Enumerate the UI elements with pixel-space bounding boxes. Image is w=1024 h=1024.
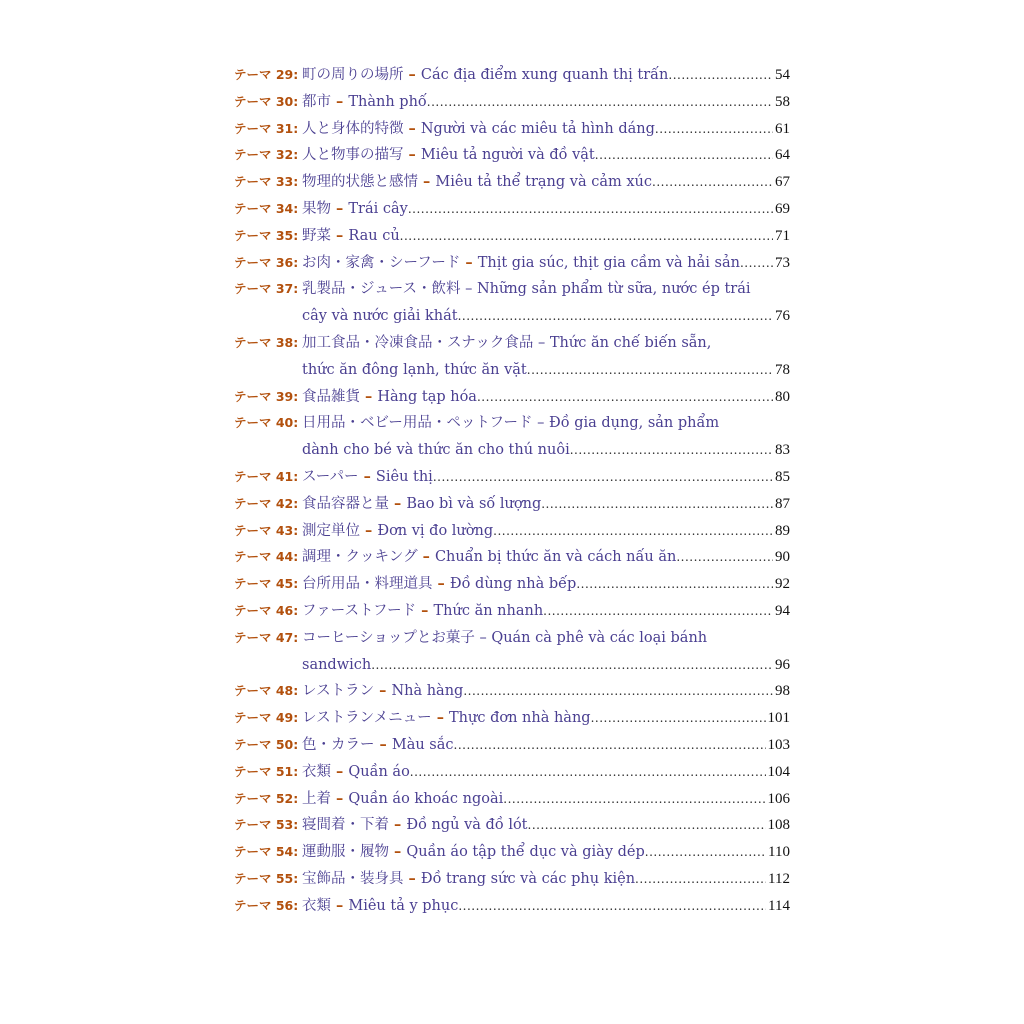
toc-entry[interactable]: [234, 384, 790, 411]
toc-entry-separator: –: [389, 494, 407, 512]
toc-entry-separator: –: [431, 709, 449, 727]
toc-entry-separator: –: [474, 629, 492, 646]
toc-entry-row: [302, 223, 790, 250]
toc-entry-vietnamese-title: Thành phố: [348, 93, 427, 110]
toc-entry-japanese-title: 人と身体的特徴: [302, 120, 404, 137]
toc-entry-japanese-title: 果物: [302, 200, 331, 217]
toc-entry-label: テーマ 54:: [234, 844, 299, 860]
toc-entry-page-number: 87: [775, 495, 790, 512]
toc-entry-body: [302, 786, 790, 813]
toc-entry[interactable]: [234, 250, 790, 277]
toc-entry-label: テーマ 41:: [234, 468, 299, 484]
toc-entry-title: [302, 62, 668, 89]
toc-entry-row: [302, 678, 790, 705]
toc-entry-title: [302, 732, 454, 759]
toc-entry-page-number: 103: [767, 736, 790, 753]
toc-entry-title: [302, 893, 458, 920]
toc-entry-leader-dots: [527, 357, 773, 384]
toc-entry[interactable]: [234, 89, 790, 116]
toc-entry-title: [302, 705, 591, 732]
toc-entry-body: [302, 518, 790, 545]
toc-entry-page-number: 67: [775, 174, 790, 191]
toc-entry-vietnamese-title: Thức ăn chế biến sẵn,: [549, 334, 712, 351]
toc-entry-japanese-title: 物理的状態と感情: [302, 174, 418, 191]
toc-entry-japanese-title: 加工食品・冷凍食品・スナック食品: [302, 334, 534, 351]
toc-entry-label: テーマ 48:: [234, 683, 299, 699]
toc-entry-row: [302, 598, 790, 625]
toc-entry-page-number: 76: [775, 308, 790, 325]
toc-entry-separator: –: [331, 226, 349, 244]
toc-entry[interactable]: [234, 196, 790, 223]
toc-entry-vietnamese-title: Những sản phẩm từ sữa, nước ép trái: [476, 281, 751, 298]
toc-entry-vietnamese-title: Miêu tả người và đồ vật: [420, 147, 595, 164]
toc-entry-label: テーマ 38:: [234, 334, 299, 350]
toc-entry-title: [302, 223, 400, 250]
toc-entry-leader-dots: [408, 196, 773, 223]
toc-entry-separator: –: [331, 199, 349, 217]
toc-entry-body: [302, 893, 790, 920]
toc-entry[interactable]: [234, 276, 790, 330]
toc-entry-body: [302, 812, 790, 839]
toc-entry-vietnamese-title: Bao bì và số lượng: [406, 495, 542, 512]
toc-entry-separator: –: [358, 467, 376, 485]
toc-entry[interactable]: [234, 169, 790, 196]
toc-entry-leader-dots: [493, 518, 773, 545]
toc-entry-row: [302, 116, 790, 143]
toc-entry-leader-dots: [503, 786, 765, 813]
toc-entry-separator: –: [460, 281, 477, 298]
toc-entry-title: [302, 384, 477, 411]
toc-entry-page-number: 112: [768, 870, 790, 887]
toc-entry-row: [302, 893, 790, 920]
toc-entry-vietnamese-title: Thịt gia súc, thịt gia cầm và hải sản: [477, 254, 740, 271]
toc-entry[interactable]: [234, 142, 790, 169]
toc-entry-separator: –: [403, 869, 421, 887]
toc-entry-row: [302, 62, 790, 89]
toc-entry-japanese-title: 人と物事の描写: [302, 147, 404, 164]
toc-entry-title: [302, 759, 410, 786]
toc-entry[interactable]: [234, 705, 790, 732]
toc-entry-title: [302, 571, 576, 598]
toc-entry-page-number: 92: [775, 576, 790, 593]
toc-entry[interactable]: [234, 598, 790, 625]
toc-entry-label: テーマ 36:: [234, 254, 299, 270]
toc-entry-japanese-title: 衣類: [302, 897, 331, 914]
toc-entry-japanese-title: レストラン: [302, 683, 375, 700]
toc-entry[interactable]: [234, 223, 790, 250]
toc-entry-vietnamese-title: Thức ăn nhanh: [433, 602, 544, 619]
toc-entry-row: [302, 759, 790, 786]
toc-entry-row: [302, 571, 790, 598]
toc-entry-separator: –: [331, 896, 349, 914]
toc-entry-leader-dots: [400, 223, 773, 250]
toc-entry-label: テーマ 40:: [234, 415, 299, 431]
toc-entry-row: [302, 491, 790, 518]
toc-entry-japanese-title: 乳製品・ジュース・飲料: [302, 281, 461, 298]
toc-entry-separator: –: [460, 253, 478, 271]
toc-entry-vietnamese-title: Màu sắc: [391, 736, 454, 753]
toc-entry-title-line: [302, 330, 790, 357]
toc-entry-vietnamese-title: Siêu thị: [375, 468, 433, 485]
toc-entry-separator: –: [331, 789, 349, 807]
toc-entry-page-number: 78: [775, 361, 790, 378]
toc-entry-page-number: 80: [775, 388, 790, 405]
toc-entry-continuation-row: [302, 652, 790, 679]
toc-entry-separator: –: [331, 92, 349, 110]
toc-entry-japanese-title: 宝飾品・装身具: [302, 870, 404, 887]
toc-entry-japanese-title: ファーストフード: [302, 602, 417, 619]
toc-entry[interactable]: [234, 812, 790, 839]
toc-entry-row: [302, 866, 790, 893]
toc-entry-leader-dots: [458, 303, 773, 330]
toc-entry-body: [302, 223, 790, 250]
toc-entry-vietnamese-title: Quần áo tập thể dục và giày dép: [406, 844, 645, 861]
toc-entry-body: [302, 330, 790, 384]
toc-entry-label: テーマ 56:: [234, 897, 299, 913]
toc-entry-title: [302, 464, 433, 491]
toc-entry-body: [302, 598, 790, 625]
toc-entry[interactable]: [234, 410, 790, 464]
toc-entry-leader-dots: [570, 437, 773, 464]
toc-entry[interactable]: [234, 866, 790, 893]
toc-entry-body: [302, 866, 790, 893]
toc-entry-title: [302, 89, 427, 116]
toc-entry-page-number: 71: [775, 227, 790, 244]
toc-entry-japanese-title: 色・カラー: [302, 736, 375, 753]
toc-entry[interactable]: [234, 625, 790, 679]
toc-entry-label: テーマ 37:: [234, 281, 299, 297]
toc-entry-vietnamese-title: Quần áo khoác ngoài: [348, 790, 504, 807]
toc-entry-page-number: 96: [775, 656, 790, 673]
toc-entry-label: テーマ 30:: [234, 93, 299, 109]
toc-entry-label: テーマ 47:: [234, 629, 299, 645]
toc-entry[interactable]: [234, 678, 790, 705]
toc-entry-title: [302, 169, 652, 196]
toc-entry-title: [302, 812, 528, 839]
toc-entry-japanese-title: 調理・クッキング: [302, 549, 418, 566]
toc-entry-label: テーマ 44:: [234, 549, 299, 565]
toc-entry-title: [302, 142, 595, 169]
toc-entry-vietnamese-title: Quán cà phê và các loại bánh: [491, 629, 708, 646]
toc-entry-row: [302, 732, 790, 759]
toc-entry-title: [302, 544, 676, 571]
toc-entry-page-number: 69: [775, 200, 790, 217]
toc-entry-leader-dots: [655, 116, 773, 143]
toc-entry[interactable]: [234, 491, 790, 518]
toc-entry-title: [302, 678, 463, 705]
toc-entry-vietnamese-title: Đồ dùng nhà bếp: [449, 576, 577, 593]
toc-entry-japanese-title: 日用品・ベビー用品・ペットフード: [302, 415, 533, 432]
toc-entry-continuation-row: [302, 437, 790, 464]
toc-entry-leader-dots: [528, 812, 766, 839]
toc-entry-label: テーマ 32:: [234, 147, 299, 163]
toc-entry-body: [302, 196, 790, 223]
toc-entry-label: テーマ 51:: [234, 763, 299, 779]
toc-entry-title: [302, 196, 408, 223]
toc-entry-vietnamese-title: Đồ gia dụng, sản phẩm: [549, 415, 720, 432]
toc-entry-leader-dots: [454, 732, 766, 759]
toc-entry-row: [302, 705, 790, 732]
toc-entry-title: [302, 839, 645, 866]
toc-entry-separator: –: [331, 762, 349, 780]
toc-entry-body: [302, 544, 790, 571]
toc-entry-page-number: 64: [775, 147, 790, 164]
toc-entry-vietnamese-title: Miêu tả thể trạng và cảm xúc: [435, 174, 652, 191]
toc-entry-japanese-title: お肉・家禽・シーフード: [302, 254, 461, 271]
toc-entry-vietnamese-title: Hàng tạp hóa: [377, 388, 477, 405]
toc-entry-vietnamese-title: Đồ trang sức và các phụ kiện: [420, 870, 636, 887]
toc-entry-vietnamese-title: Nhà hàng: [391, 683, 464, 700]
toc-entry-japanese-title: 衣類: [302, 763, 331, 780]
toc-entry-row: [302, 812, 790, 839]
toc-entry-japanese-title: 寝間着・下着: [302, 817, 389, 834]
toc-entry-row: [302, 142, 790, 169]
toc-entry-leader-dots: [635, 866, 766, 893]
toc-entry-separator: –: [389, 843, 407, 861]
toc-entry-title: [302, 866, 635, 893]
toc-entry-body: [302, 491, 790, 518]
toc-entry-leader-dots: [668, 62, 773, 89]
toc-entry-japanese-title: スーパー: [302, 468, 359, 485]
toc-entry-row: [302, 464, 790, 491]
toc-entry-leader-dots: [463, 678, 773, 705]
toc-entry-title: [302, 250, 740, 277]
toc-entry-title: [302, 491, 541, 518]
toc-entry-label: テーマ 42:: [234, 495, 299, 511]
toc-entry-leader-dots: [543, 598, 773, 625]
toc-entry-body: [302, 732, 790, 759]
toc-entry[interactable]: [234, 893, 790, 920]
toc-entry-body: [302, 759, 790, 786]
toc-entry-japanese-title: 野菜: [302, 227, 331, 244]
toc-entry-label: テーマ 33:: [234, 174, 299, 190]
toc-entry-label: テーマ 50:: [234, 736, 299, 752]
toc-entry-row: [302, 786, 790, 813]
toc-entry-vietnamese-title: Các địa điểm xung quanh thị trấn: [420, 67, 669, 83]
toc-entry-body: [302, 705, 790, 732]
toc-entry[interactable]: [234, 759, 790, 786]
toc-entry-separator: –: [403, 146, 421, 164]
toc-entry-row: [302, 250, 790, 277]
toc-entry-page-number: 104: [767, 763, 790, 780]
toc-entry-japanese-title: 上着: [302, 790, 331, 807]
toc-entry-vietnamese-title: Quần áo: [348, 763, 410, 780]
toc-entry-page-number: 90: [775, 549, 790, 566]
toc-entry-vietnamese-title: Chuẩn bị thức ăn và cách nấu ăn: [434, 549, 677, 566]
toc-entry-separator: –: [532, 415, 550, 432]
toc-entry-vietnamese-title: Rau củ: [348, 227, 400, 244]
toc-entry-leader-dots: [652, 169, 773, 196]
toc-entry-row: [302, 384, 790, 411]
toc-entry-separator: –: [416, 601, 434, 619]
toc-entry-page-number: 101: [767, 710, 790, 727]
toc-entry-leader-dots: [477, 384, 773, 411]
toc-entry-title-line: [302, 625, 790, 652]
toc-entry-page-number: 85: [775, 468, 790, 485]
toc-entry-body: [302, 116, 790, 143]
toc-entry-japanese-title: 測定単位: [302, 522, 360, 539]
toc-entry-title-line: [302, 410, 790, 437]
toc-entry-label: テーマ 34:: [234, 200, 299, 216]
toc-entry-japanese-title: 食品容器と量: [302, 495, 389, 512]
toc-entry-title-continuation: dành cho bé và thức ăn cho thú nuôi: [302, 442, 570, 459]
toc-entry[interactable]: [234, 518, 790, 545]
toc-entry-leader-dots: [676, 544, 773, 571]
toc-entry-row: [302, 839, 790, 866]
toc-entry[interactable]: [234, 116, 790, 143]
toc-entry-page-number: 110: [768, 844, 790, 861]
table-of-contents: [234, 62, 790, 920]
toc-entry-title-continuation: sandwich: [302, 656, 372, 673]
toc-entry-leader-dots: [595, 142, 773, 169]
toc-entry-label: テーマ 45:: [234, 576, 299, 592]
toc-entry[interactable]: [234, 464, 790, 491]
toc-entry-vietnamese-title: Miêu tả y phục: [348, 897, 459, 914]
toc-entry-body: [302, 250, 790, 277]
toc-entry-page-number: 73: [775, 254, 790, 271]
toc-entry-vietnamese-title: Thực đơn nhà hàng: [449, 710, 591, 727]
toc-entry-page-number: 54: [775, 67, 790, 83]
toc-entry-row: [302, 89, 790, 116]
toc-entry-page-number: 94: [775, 602, 790, 619]
toc-entry-label: テーマ 39:: [234, 388, 299, 404]
toc-entry-separator: –: [432, 575, 450, 593]
toc-entry-body: [302, 464, 790, 491]
toc-entry-label: テーマ 43:: [234, 522, 299, 538]
toc-entry-body: [302, 678, 790, 705]
toc-entry-body: [302, 89, 790, 116]
toc-entry-body: [302, 169, 790, 196]
toc-entry-vietnamese-title: Người và các miêu tả hình dáng: [420, 120, 655, 137]
toc-entry[interactable]: [234, 839, 790, 866]
toc-entry-title-line: [302, 276, 790, 303]
toc-entry-body: [302, 410, 790, 464]
toc-entry-row: [302, 518, 790, 545]
toc-entry[interactable]: [234, 544, 790, 571]
toc-entry-japanese-title: 台所用品・料理道具: [302, 576, 433, 593]
toc-entry-label: テーマ 46:: [234, 602, 299, 618]
toc-entry-leader-dots: [645, 839, 766, 866]
toc-entry-label: テーマ 31:: [234, 120, 299, 136]
toc-entry-separator: –: [403, 119, 421, 137]
toc-entry-label: テーマ 52:: [234, 790, 299, 806]
toc-entry-separator: –: [403, 66, 421, 83]
toc-entry-separator: –: [374, 735, 392, 753]
toc-entry[interactable]: [234, 62, 790, 89]
toc-entry-japanese-title: 町の周りの場所: [302, 67, 404, 83]
toc-entry-separator: –: [360, 387, 378, 405]
toc-entry-title: [302, 518, 493, 545]
toc-entry-row: [302, 196, 790, 223]
toc-entry-separator: –: [418, 173, 436, 191]
toc-entry-title-continuation: thức ăn đông lạnh, thức ăn vặt: [302, 361, 527, 378]
toc-entry-leader-dots: [740, 250, 773, 277]
toc-entry-leader-dots: [410, 759, 766, 786]
toc-entry-row: [302, 544, 790, 571]
toc-entry-body: [302, 62, 790, 89]
toc-entry[interactable]: [234, 732, 790, 759]
toc-entry-page-number: 108: [767, 817, 790, 834]
toc-entry-separator: –: [533, 334, 550, 351]
toc-entry-body: [302, 276, 790, 330]
toc-entry-label: テーマ 29:: [234, 67, 299, 82]
toc-entry-body: [302, 839, 790, 866]
toc-entry-leader-dots: [458, 893, 766, 920]
toc-entry-body: [302, 571, 790, 598]
toc-entry-leader-dots: [576, 571, 773, 598]
toc-entry[interactable]: [234, 330, 790, 384]
toc-entry-japanese-title: 運動服・履物: [302, 844, 389, 861]
toc-entry-leader-dots: [433, 464, 773, 491]
toc-entry-separator: –: [374, 682, 392, 700]
toc-entry-body: [302, 625, 790, 679]
toc-entry-continuation-row: [302, 357, 790, 384]
toc-entry-title: [302, 598, 543, 625]
toc-entry-label: テーマ 49:: [234, 710, 299, 726]
toc-entry-page-number: 61: [775, 120, 790, 137]
toc-entry-separator: –: [417, 548, 435, 566]
toc-entry-continuation-row: [302, 303, 790, 330]
toc-entry-page-number: 83: [775, 442, 790, 459]
toc-entry-leader-dots: [427, 89, 773, 116]
toc-entry-label: テーマ 53:: [234, 817, 299, 833]
toc-entry[interactable]: [234, 571, 790, 598]
toc-entry-page-number: 98: [775, 683, 790, 700]
toc-entry-separator: –: [360, 521, 378, 539]
toc-entry-page-number: 106: [767, 790, 790, 807]
toc-entry-page-number: 114: [768, 897, 790, 914]
toc-entry[interactable]: [234, 786, 790, 813]
toc-entry-title-continuation: cây và nước giải khát: [302, 308, 458, 325]
toc-entry-japanese-title: レストランメニュー: [302, 710, 432, 727]
toc-entry-row: [302, 169, 790, 196]
toc-entry-page-number: 89: [775, 522, 790, 539]
toc-entry-vietnamese-title: Trái cây: [348, 200, 408, 217]
toc-entry-leader-dots: [591, 705, 766, 732]
toc-entry-vietnamese-title: Đơn vị đo lường: [377, 522, 494, 539]
toc-entry-leader-dots: [371, 652, 773, 679]
toc-entry-title: [302, 786, 503, 813]
toc-entry-japanese-title: 食品雑貨: [302, 388, 360, 405]
toc-entry-body: [302, 384, 790, 411]
toc-entry-label: テーマ 35:: [234, 227, 299, 243]
toc-entry-vietnamese-title: Đồ ngủ và đồ lót: [406, 817, 528, 834]
toc-entry-separator: –: [389, 816, 407, 834]
toc-entry-japanese-title: 都市: [302, 93, 331, 110]
toc-entry-leader-dots: [541, 491, 773, 518]
toc-entry-label: テーマ 55:: [234, 870, 299, 886]
toc-entry-body: [302, 142, 790, 169]
toc-entry-title: [302, 116, 655, 143]
toc-entry-japanese-title: コーヒーショップとお菓子: [302, 629, 475, 646]
toc-entry-page-number: 58: [775, 93, 790, 110]
